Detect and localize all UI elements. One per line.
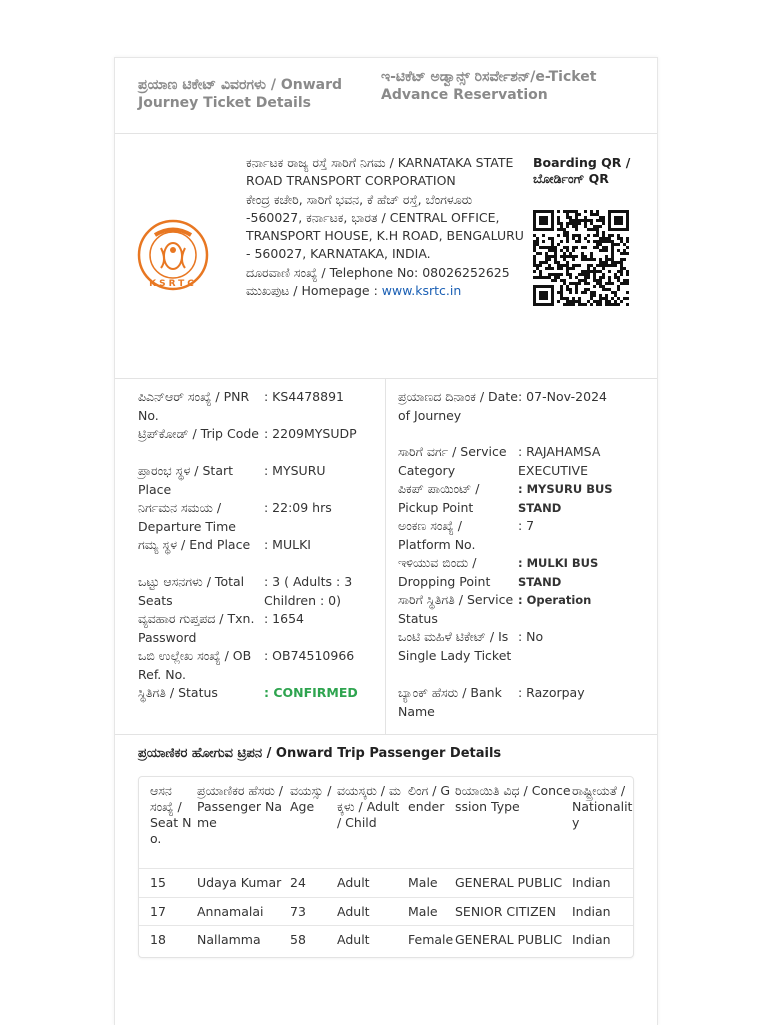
table-cell: Nallamma	[197, 932, 261, 947]
detail-value: : 07-Nov-2024	[518, 389, 607, 404]
detail-value: : 3 ( Adults : 3 Children : 0)	[264, 574, 353, 608]
table-header-cell: ಆಸನ ಸಂಖ್ಯೆ / Seat No.	[150, 783, 192, 846]
table-cell: 58	[290, 932, 306, 947]
detail-label: ಸಾರಿಗೆ ವರ್ಗ / Service Category	[398, 444, 507, 478]
detail-label: ಪಿಎನ್ಆರ್ ಸಂಖ್ಯೆ / PNR No.	[138, 389, 250, 423]
detail-value: : MYSURU BUS STAND	[518, 482, 613, 515]
table-header-cell: ವಯಸ್ಕರು / ಮಕ್ಕಳು / Adult / Child	[337, 783, 401, 830]
table-cell: Adult	[337, 875, 370, 890]
row-divider	[139, 897, 633, 898]
table-cell: Adult	[337, 932, 370, 947]
homepage-label: ಮುಖಪುಟ / Homepage :	[246, 283, 378, 299]
logo-text: KSRTC	[149, 279, 197, 289]
detail-value: : KS4478891	[264, 389, 344, 404]
row-divider	[139, 925, 633, 926]
table-cell: 73	[290, 904, 306, 919]
table-cell: SENIOR CITIZEN	[455, 904, 556, 919]
table-cell: 17	[150, 904, 166, 919]
corporation-info	[246, 154, 531, 300]
table-cell: Male	[408, 875, 438, 890]
onward-journey-title: ಪ್ರಯಾಣ ಟಿಕೇಟ್ ವಿವರಗಳು / Onward Journey Ticket Details	[138, 77, 343, 111]
detail-label: ಪ್ರಾರಂಭ ಸ್ಥಳ / Start Place	[138, 463, 234, 497]
corporation-name: ಕರ್ನಾಟಕ ರಾಜ್ಯ ರಸ್ತೆ ಸಾರಿಗೆ ನಿಗಮ / KARNATAKA STATE ROAD TRANSPORT CORPORATION	[246, 155, 514, 189]
detail-value: : 1654	[264, 611, 304, 626]
ksrtc-logo-icon	[137, 210, 209, 300]
table-cell: 18	[150, 932, 166, 947]
ticket-card	[114, 57, 658, 1025]
detail-label: ಟ್ರಿಪ್‌ಕೋಡ್ / Trip Code	[138, 426, 259, 441]
detail-label: ಒಂಟಿ ಮಹಿಳೆ ಟಿಕೇಟ್ / Is Single Lady Ticket	[398, 629, 512, 663]
passenger-table	[138, 776, 634, 958]
detail-label: ನಿರ್ಗಮನ ಸಮಯ / Departure Time	[138, 500, 236, 534]
detail-label: ಬ್ಯಾಂಕ್ ಹೆಸರು / Bank Name	[398, 685, 502, 719]
table-cell: GENERAL PUBLIC	[455, 875, 563, 890]
e-ticket-title: ಇ-ಟಿಕೆಟ್ ಅಡ್ವಾನ್ಸ್ ರಿಸರ್ವೇಶನ್/e-Ticket Advance Reservation	[381, 69, 597, 103]
homepage-row	[246, 282, 531, 300]
boarding-qr-code	[533, 210, 629, 306]
detail-value: : 7	[518, 518, 535, 533]
divider	[115, 133, 657, 134]
table-cell: 24	[290, 875, 306, 890]
detail-value: : MULKI	[264, 537, 311, 552]
homepage-link[interactable]: www.ksrtc.in	[381, 283, 462, 299]
detail-label: ಗಮ್ಯ ಸ್ಥಳ / End Place	[138, 537, 251, 552]
detail-label: ಪಿಕಪ್ ಪಾಯಿಂಟ್ / Pickup Point	[398, 481, 480, 515]
corporation-address: ಕೇಂದ್ರ ಕಚೇರಿ, ಸಾರಿಗೆ ಭವನ, ಕೆ ಹೆಚ್ ರಸ್ತೆ, ಬೆಂಗಳೂರು -560027, ಕರ್ನಾಟಕ, ಭಾರತ / CENTRAL OFFICE, TRANSPORT HOUSE, K.H ROAD, BENGALURU - 560027, KARNATAKA, INDIA.	[246, 191, 524, 262]
table-header-cell: ರಾಷ್ಟ್ರೀಯತೆ / Nationality	[572, 783, 633, 830]
table-cell: Female	[408, 932, 454, 947]
table-cell: 15	[150, 875, 166, 890]
table-cell: Annamalai	[197, 904, 264, 919]
detail-label: ಒಬಿ ಉಲ್ಲೇಖ ಸಂಖ್ಯೆ / OB Ref. No.	[138, 648, 252, 682]
detail-value: : RAJAHAMSA EXECUTIVE	[518, 444, 601, 478]
table-cell: Adult	[337, 904, 370, 919]
table-cell: GENERAL PUBLIC	[455, 932, 563, 947]
table-cell: Indian	[572, 904, 611, 919]
row-divider	[139, 868, 633, 869]
detail-value: : CONFIRMED	[264, 685, 358, 700]
detail-value: : OB74510966	[264, 648, 355, 663]
detail-label: ಸ್ಥಿತಿಗತಿ / Status	[138, 685, 218, 700]
detail-label: ಪ್ರಯಾಣದ ದಿನಾಂಕ / Date of Journey	[398, 389, 518, 423]
detail-value: : No	[518, 629, 544, 644]
table-header-cell: ಪ್ರಯಾಣಿಕರ ಹೆಸರು / Passenger Name	[197, 783, 283, 830]
divider	[115, 378, 657, 379]
corporation-telephone: ದೂರವಾಣಿ ಸಂಖ್ಯೆ / Telephone No: 08026252625	[246, 264, 510, 280]
table-cell: Male	[408, 904, 438, 919]
divider	[115, 734, 657, 735]
detail-label: ಅಂಕಣ ಸಂಖ್ಯೆ / Platform No.	[398, 518, 476, 552]
detail-label: ವ್ಯವಹಾರ ಗುಪ್ತಪದ / Txn. Password	[138, 611, 255, 645]
detail-value: : MULKI BUS STAND	[518, 556, 599, 589]
table-cell: Indian	[572, 932, 611, 947]
detail-value: : MYSURU	[264, 463, 326, 478]
boarding-qr-label: Boarding QR / ಬೋರ್ಡಿಂಗ್ QR	[533, 155, 631, 186]
passenger-section-title: ಪ್ರಯಾಣಿಕರ ಹೋಗುವ ಟ್ರಿಪನ / Onward Trip Passenger Details	[138, 746, 502, 761]
detail-value: : 2209MYSUDP	[264, 426, 357, 441]
table-header-cell: ವಯಸ್ಸು / Age	[290, 783, 332, 814]
detail-value: : 22:09 hrs	[264, 500, 332, 515]
detail-label: ಇಳಿಯುವ ಬಿಂದು / Dropping Point	[398, 555, 491, 589]
detail-label: ಸಾರಿಗೆ ಸ್ಥಿತಿಗತಿ / Service Status	[398, 592, 514, 626]
table-header-cell: ಲಿಂಗ / Gender	[408, 783, 451, 814]
table-header-cell: ರಿಯಾಯಿತಿ ವಿಧ / Concession Type	[455, 783, 571, 814]
table-cell: Indian	[572, 875, 611, 890]
detail-value: : Operation	[518, 593, 592, 607]
table-cell: Udaya Kumar	[197, 875, 282, 890]
detail-value: : Razorpay	[518, 685, 585, 700]
detail-label: ಒಟ್ಟು ಆಸನಗಳು / Total Seats	[138, 574, 245, 608]
